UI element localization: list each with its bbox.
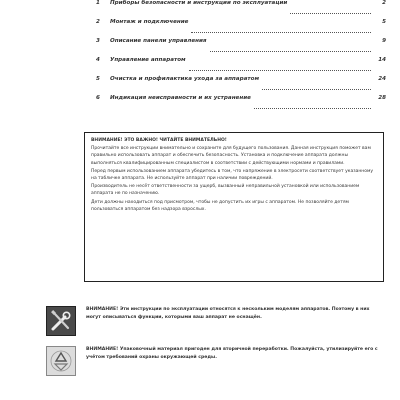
toc-page: 5 (382, 19, 386, 25)
toc-title: Индикация неисправности и их устранение (110, 95, 251, 101)
toc-leader (290, 13, 371, 14)
toc-page: 14 (378, 57, 386, 63)
warning-paragraph: Прочитайте все инструкции внимательно и сохраните для будущего пользования. Данная инструкция поможет вам правильно использовать аппарат и обеспечить безопасность. Установка и подключение аппарата должны выполняться квалифицированным специалистом в соответствии с действующими нормами и правилами. (91, 146, 371, 166)
toc-leader (189, 70, 371, 71)
toc-page: 2 (382, 0, 386, 6)
toc-row[interactable] (96, 57, 386, 76)
toc-row[interactable] (96, 0, 386, 19)
toc-leader (210, 51, 371, 52)
safety-warning-box (84, 132, 384, 282)
toc-row[interactable] (96, 38, 386, 57)
toc-leader (191, 32, 371, 33)
toc-title: Приборы безопасности и инструкции по эксплуатации (110, 0, 288, 6)
toc-row[interactable] (96, 19, 386, 38)
toc-title: Монтаж и подключение (110, 19, 189, 25)
toc-page: 24 (378, 76, 386, 82)
toc-number: 4 (96, 57, 100, 63)
toc-number: 3 (96, 38, 100, 44)
toc-number: 1 (96, 0, 100, 6)
warning-heading: ВНИМАНИЕ! ЭТО ВАЖНО! ЧИТАЙТЕ ВНИМАТЕЛЬНО! (91, 138, 227, 143)
toc-number: 5 (96, 76, 100, 82)
warning-paragraph: Дети должны находиться под присмотром, чтобы не допустить их игры с аппаратом. Не позволяйте детям пользоваться аппаратом без надзора взрослых. (91, 199, 349, 212)
note-text: ВНИМАНИЕ! Эти инструкции по эксплуатации относятся к нескольким моделям аппаратов. Поэтому в них могут описываться функции, которыми ваш аппарат не оснащён. (86, 307, 370, 320)
toc-number: 6 (96, 95, 100, 101)
toc-title: Описание панели управления (110, 38, 207, 44)
toc-number: 2 (96, 19, 100, 25)
toc-page: 28 (378, 95, 386, 101)
warning-paragraph: Производитель не несёт ответственности за ущерб, вызванный неправильной установкой или использованием аппарата не по назначению. (91, 184, 360, 197)
toc-title: Управление аппаратом (110, 57, 186, 63)
toc-leader (254, 108, 371, 109)
note-text: ВНИМАНИЕ! Упаковочный материал пригоден для вторичной переработки. Пожалуйста, утилизируйте его с учётом требований охраны окружающей среды. (86, 347, 378, 360)
warning-paragraph: Перед первым использованием аппарата убедитесь в том, что напряжение в электросети соответствует указанному на табличке аппарата. Не используйте аппарат при наличии повреждений. (91, 168, 374, 182)
toc-row[interactable] (96, 95, 386, 114)
tools-icon (46, 306, 76, 336)
recycle-icon (46, 346, 76, 376)
toc-row[interactable] (96, 76, 386, 95)
toc-title: Очистка и профилактика ухода за аппаратом (110, 76, 260, 82)
toc-page: 9 (382, 38, 386, 44)
recycling-note (46, 346, 386, 376)
installation-note (46, 306, 386, 336)
table-of-contents (96, 0, 386, 114)
toc-leader (262, 89, 371, 90)
